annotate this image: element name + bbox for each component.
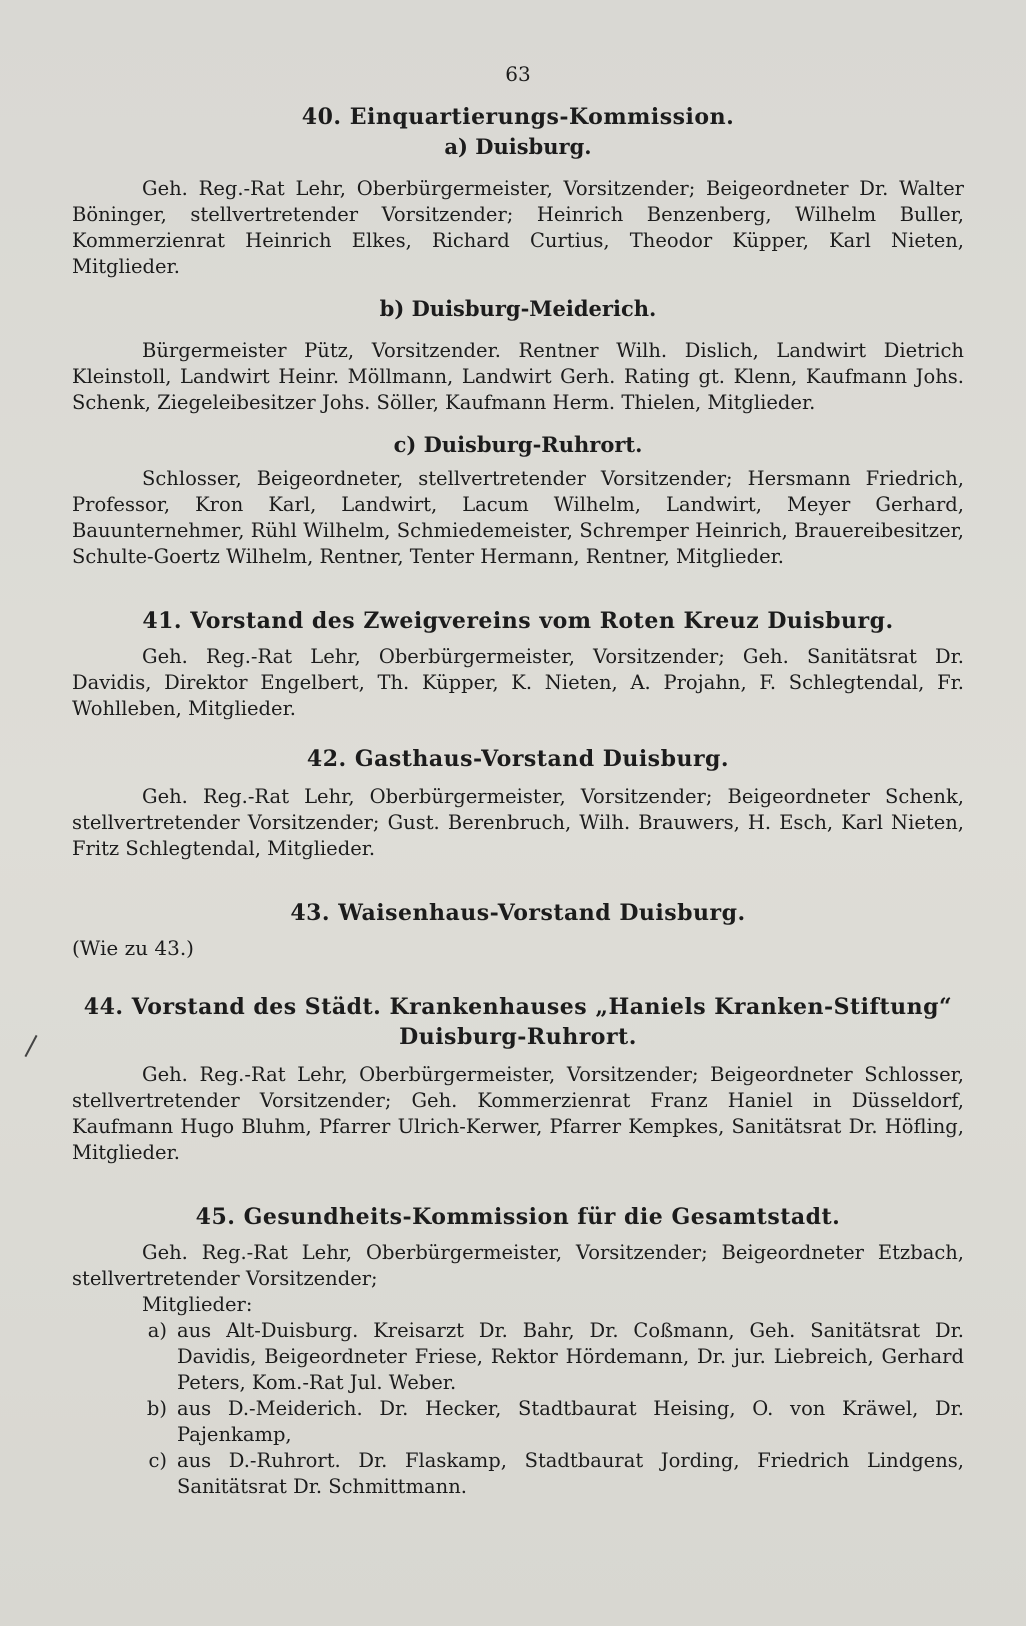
section-40-c-text: Schlosser, Beigeordneter, stellvertretender Vorsitzender; Hersmann Friedrich, Professor, Kron Karl, Landwirt, Lacum Wilhelm, Landwirt, Meyer Gerhard, Bauunternehmer, Rühl Wilhelm, Schmiedemeister, Schremper Heinrich, Brauereibesitzer, Schulte-Goertz Wilhelm, Rentner, Tenter Hermann, Rentner, Mitglieder.: [72, 467, 964, 568]
section-42-text: Geh. Reg.-Rat Lehr, Oberbürgermeister, Vorsitzender; Beigeordneter Schenk, stellvertretender Vorsitzender; Gust. Berenbruch, Wilh. Brauwers, H. Esch, Karl Nieten, Fritz Schlegtendal, Mitglieder.: [72, 785, 964, 860]
section-42-title: 42. Gasthaus-Vorstand Duisburg.: [306, 746, 730, 772]
list-item: [72, 1448, 964, 1500]
section-44-title-line2: Duisburg-Ruhrort.: [399, 1024, 637, 1050]
list-item-mark: c): [148, 1449, 167, 1472]
section-41: [72, 606, 964, 722]
section-45-text: Geh. Reg.-Rat Lehr, Oberbürgermeister, Vorsitzender; Beigeordneter Etzbach, stellvertretender Vorsitzender;: [72, 1241, 964, 1290]
section-42: [72, 744, 964, 862]
list-item-mark: b): [146, 1397, 167, 1420]
section-40-c-heading: c) Duisburg-Ruhrort.: [393, 432, 643, 457]
section-40: [72, 102, 964, 570]
list-item-mark: a): [147, 1319, 167, 1342]
section-43: [72, 898, 964, 962]
section-40-b-heading: b) Duisburg-Meiderich.: [379, 296, 657, 321]
section-43-text: (Wie zu 43.): [72, 936, 194, 960]
section-44: [72, 992, 964, 1166]
section-45-members-label: Mitglieder:: [142, 1293, 253, 1316]
list-item: [72, 1396, 964, 1448]
section-44-title-line1: 44. Vorstand des Städt. Krankenhauses „Haniels Kranken-Stiftung“: [83, 994, 953, 1020]
section-43-title: 43. Waisenhaus-Vorstand Duisburg.: [290, 900, 746, 926]
list-item-text: aus Alt-Duisburg. Kreisarzt Dr. Bahr, Dr. Coßmann, Geh. Sanitätsrat Dr. Davidis, Beigeordneter Friese, Rektor Hördemann, Dr. jur. Liebreich, Gerhard Peters, Kom.-Rat Jul. Weber.: [177, 1319, 964, 1394]
list-item: [72, 1318, 964, 1396]
margin-pencil-mark: [24, 1035, 37, 1057]
section-40-title: 40. Einquartierungs-Kommission.: [301, 104, 735, 130]
section-40-a-heading: a) Duisburg.: [444, 134, 592, 159]
section-41-title: 41. Vorstand des Zweigvereins vom Roten Kreuz Duisburg.: [142, 608, 894, 634]
section-45-title: 45. Gesundheits-Kommission für die Gesamtstadt.: [195, 1204, 841, 1230]
page-number: 63: [505, 62, 531, 86]
section-40-b-text: Bürgermeister Pütz, Vorsitzender. Rentner Wilh. Dislich, Landwirt Dietrich Kleinstoll, Landwirt Heinr. Möllmann, Landwirt Gerh. Rating gt. Klenn, Kaufmann Johs. Schenk, Ziegeleibesitzer Johs. Söller, Kaufmann Herm. Thielen, Mitglieder.: [72, 339, 964, 414]
section-41-text: Geh. Reg.-Rat Lehr, Oberbürgermeister, Vorsitzender; Geh. Sanitätsrat Dr. Davidis, Direktor Engelbert, Th. Küpper, K. Nieten, A. Projahn, F. Schlegtendal, Fr. Wohlleben, Mitglieder.: [72, 645, 964, 720]
section-44-text: Geh. Reg.-Rat Lehr, Oberbürgermeister, Vorsitzender; Beigeordneter Schlosser, stellvertretender Vorsitzender; Geh. Kommerzienrat Franz Haniel in Düsseldorf, Kaufmann Hugo Bluhm, Pfarrer Ulrich-Kerwer, Pfarrer Kempkes, Sanitätsrat Dr. Höfling, Mitglieder.: [72, 1063, 964, 1164]
list-item-text: aus D.-Meiderich. Dr. Hecker, Stadtbaurat Heising, O. von Kräwel, Dr. Pajenkamp,: [177, 1397, 964, 1446]
list-item-text: aus D.-Ruhrort. Dr. Flaskamp, Stadtbaurat Jording, Friedrich Lindgens, Sanitätsrat Dr. Schmittmann.: [177, 1449, 964, 1498]
section-45: [72, 1202, 964, 1500]
section-40-a-text: Geh. Reg.-Rat Lehr, Oberbürgermeister, Vorsitzender; Beigeordneter Dr. Walter Böninger, stellvertretender Vorsitzender; Heinrich Benzenberg, Wilhelm Buller, Kommerzienrat Heinrich Elkes, Richard Curtius, Theodor Küpper, Karl Nieten, Mitglieder.: [72, 177, 964, 278]
section-45-member-list: [72, 1318, 964, 1500]
